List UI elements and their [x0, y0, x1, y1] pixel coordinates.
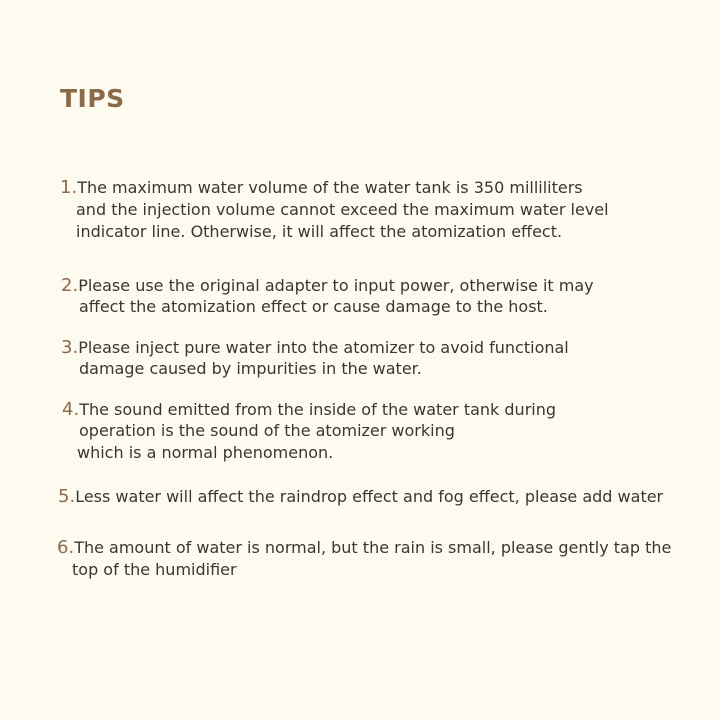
tip-text-line: Less water will affect the raindrop effect and fog effect, please add water [75, 487, 664, 506]
tip-text-line: affect the atomization effect or cause damage to the host. [79, 297, 548, 316]
tip-text-line: indicator line. Otherwise, it will affect the atomization effect. [76, 222, 563, 241]
tip-text-line: The maximum water volume of the water tank is 350 milliliters [77, 178, 583, 197]
tip-number: 6. [57, 537, 75, 558]
tip-number: 1. [60, 177, 78, 198]
tip-text-line: and the injection volume cannot exceed the maximum water level [76, 200, 609, 219]
tip-number: 2. [61, 275, 79, 296]
tip-text-line: top of the humidifier [72, 560, 237, 579]
tip-text-line: damage caused by impurities in the water. [79, 359, 422, 378]
tip-text-line: which is a normal phenomenon. [77, 443, 334, 462]
tip-number: 5. [58, 486, 76, 507]
tip-text-line: Please inject pure water into the atomizer to avoid functional [78, 338, 569, 357]
page-title: TIPS [60, 84, 125, 113]
tip-text-line: operation is the sound of the atomizer working [79, 421, 455, 440]
tip-text-line: The amount of water is normal, but the rain is small, please gently tap the [74, 538, 672, 557]
tip-number: 4. [62, 399, 80, 420]
tip-number: 3. [61, 337, 79, 358]
tip-text-line: Please use the original adapter to input power, otherwise it may [78, 276, 594, 295]
tip-text-line: The sound emitted from the inside of the water tank during [79, 400, 557, 419]
